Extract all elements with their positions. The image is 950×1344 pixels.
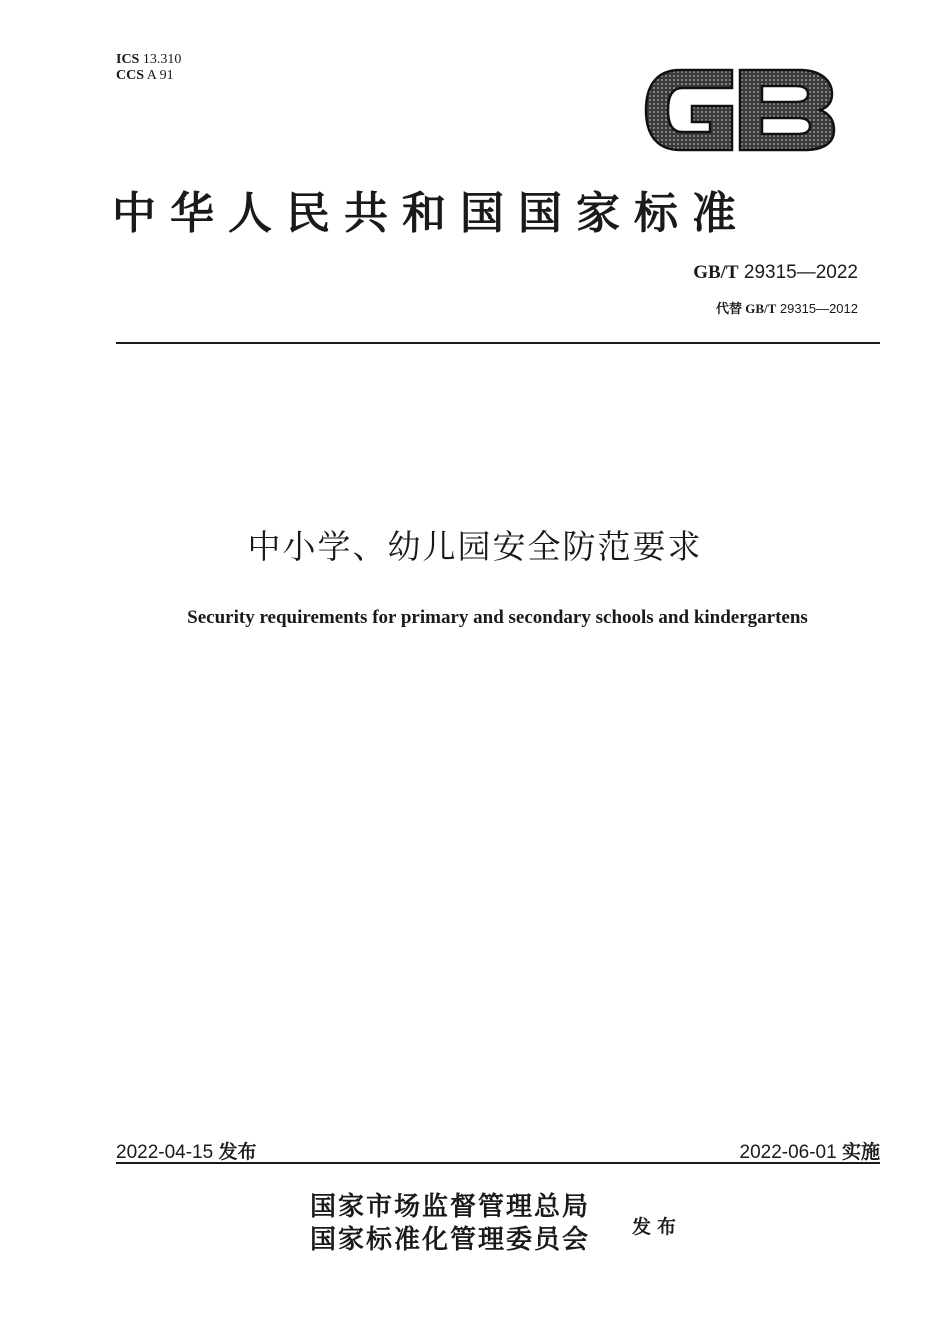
bottom-divider bbox=[116, 1162, 880, 1164]
ics-code bbox=[116, 52, 181, 68]
standard-number-value: 29315—2022 bbox=[743, 262, 858, 283]
ccs-code bbox=[116, 68, 181, 84]
title-english: Security requirements for primary and secondary schools and kindergartens bbox=[187, 607, 808, 628]
issue-date bbox=[116, 1137, 257, 1164]
implementation-date bbox=[740, 1137, 881, 1164]
issuer-sac: 国家标准化管理委员会 bbox=[310, 1225, 591, 1255]
replaces-number: 29315—2012 bbox=[779, 301, 858, 316]
ccs-key: CCS bbox=[116, 68, 145, 83]
ics-key: ICS bbox=[116, 52, 140, 67]
issue-date-value: 2022-04-15 bbox=[116, 1142, 214, 1163]
issue-date-label: 发布 bbox=[218, 1141, 257, 1163]
gb-logo bbox=[640, 62, 840, 158]
implementation-date-label: 实施 bbox=[841, 1141, 880, 1163]
ics-value: 13.310 bbox=[142, 52, 182, 67]
standard-number-prefix: GB/T bbox=[693, 262, 739, 283]
national-standard-heading: 中华人民共和国国家标准 bbox=[112, 188, 750, 239]
publish-label: 发布 bbox=[632, 1216, 683, 1238]
issuer-samr: 国家市场监督管理总局 bbox=[310, 1192, 591, 1222]
standard-number bbox=[693, 262, 858, 284]
top-divider bbox=[116, 342, 880, 344]
title-chinese: 中小学、幼儿园安全防范要求 bbox=[247, 527, 703, 566]
implementation-date-value: 2022-06-01 bbox=[739, 1142, 837, 1163]
replaces-standard bbox=[716, 298, 858, 317]
classification-codes bbox=[116, 52, 181, 84]
ccs-value: A 91 bbox=[146, 68, 174, 83]
replaces-prefix: 代替 GB/T bbox=[715, 301, 777, 316]
issuing-organizations bbox=[310, 1191, 590, 1257]
